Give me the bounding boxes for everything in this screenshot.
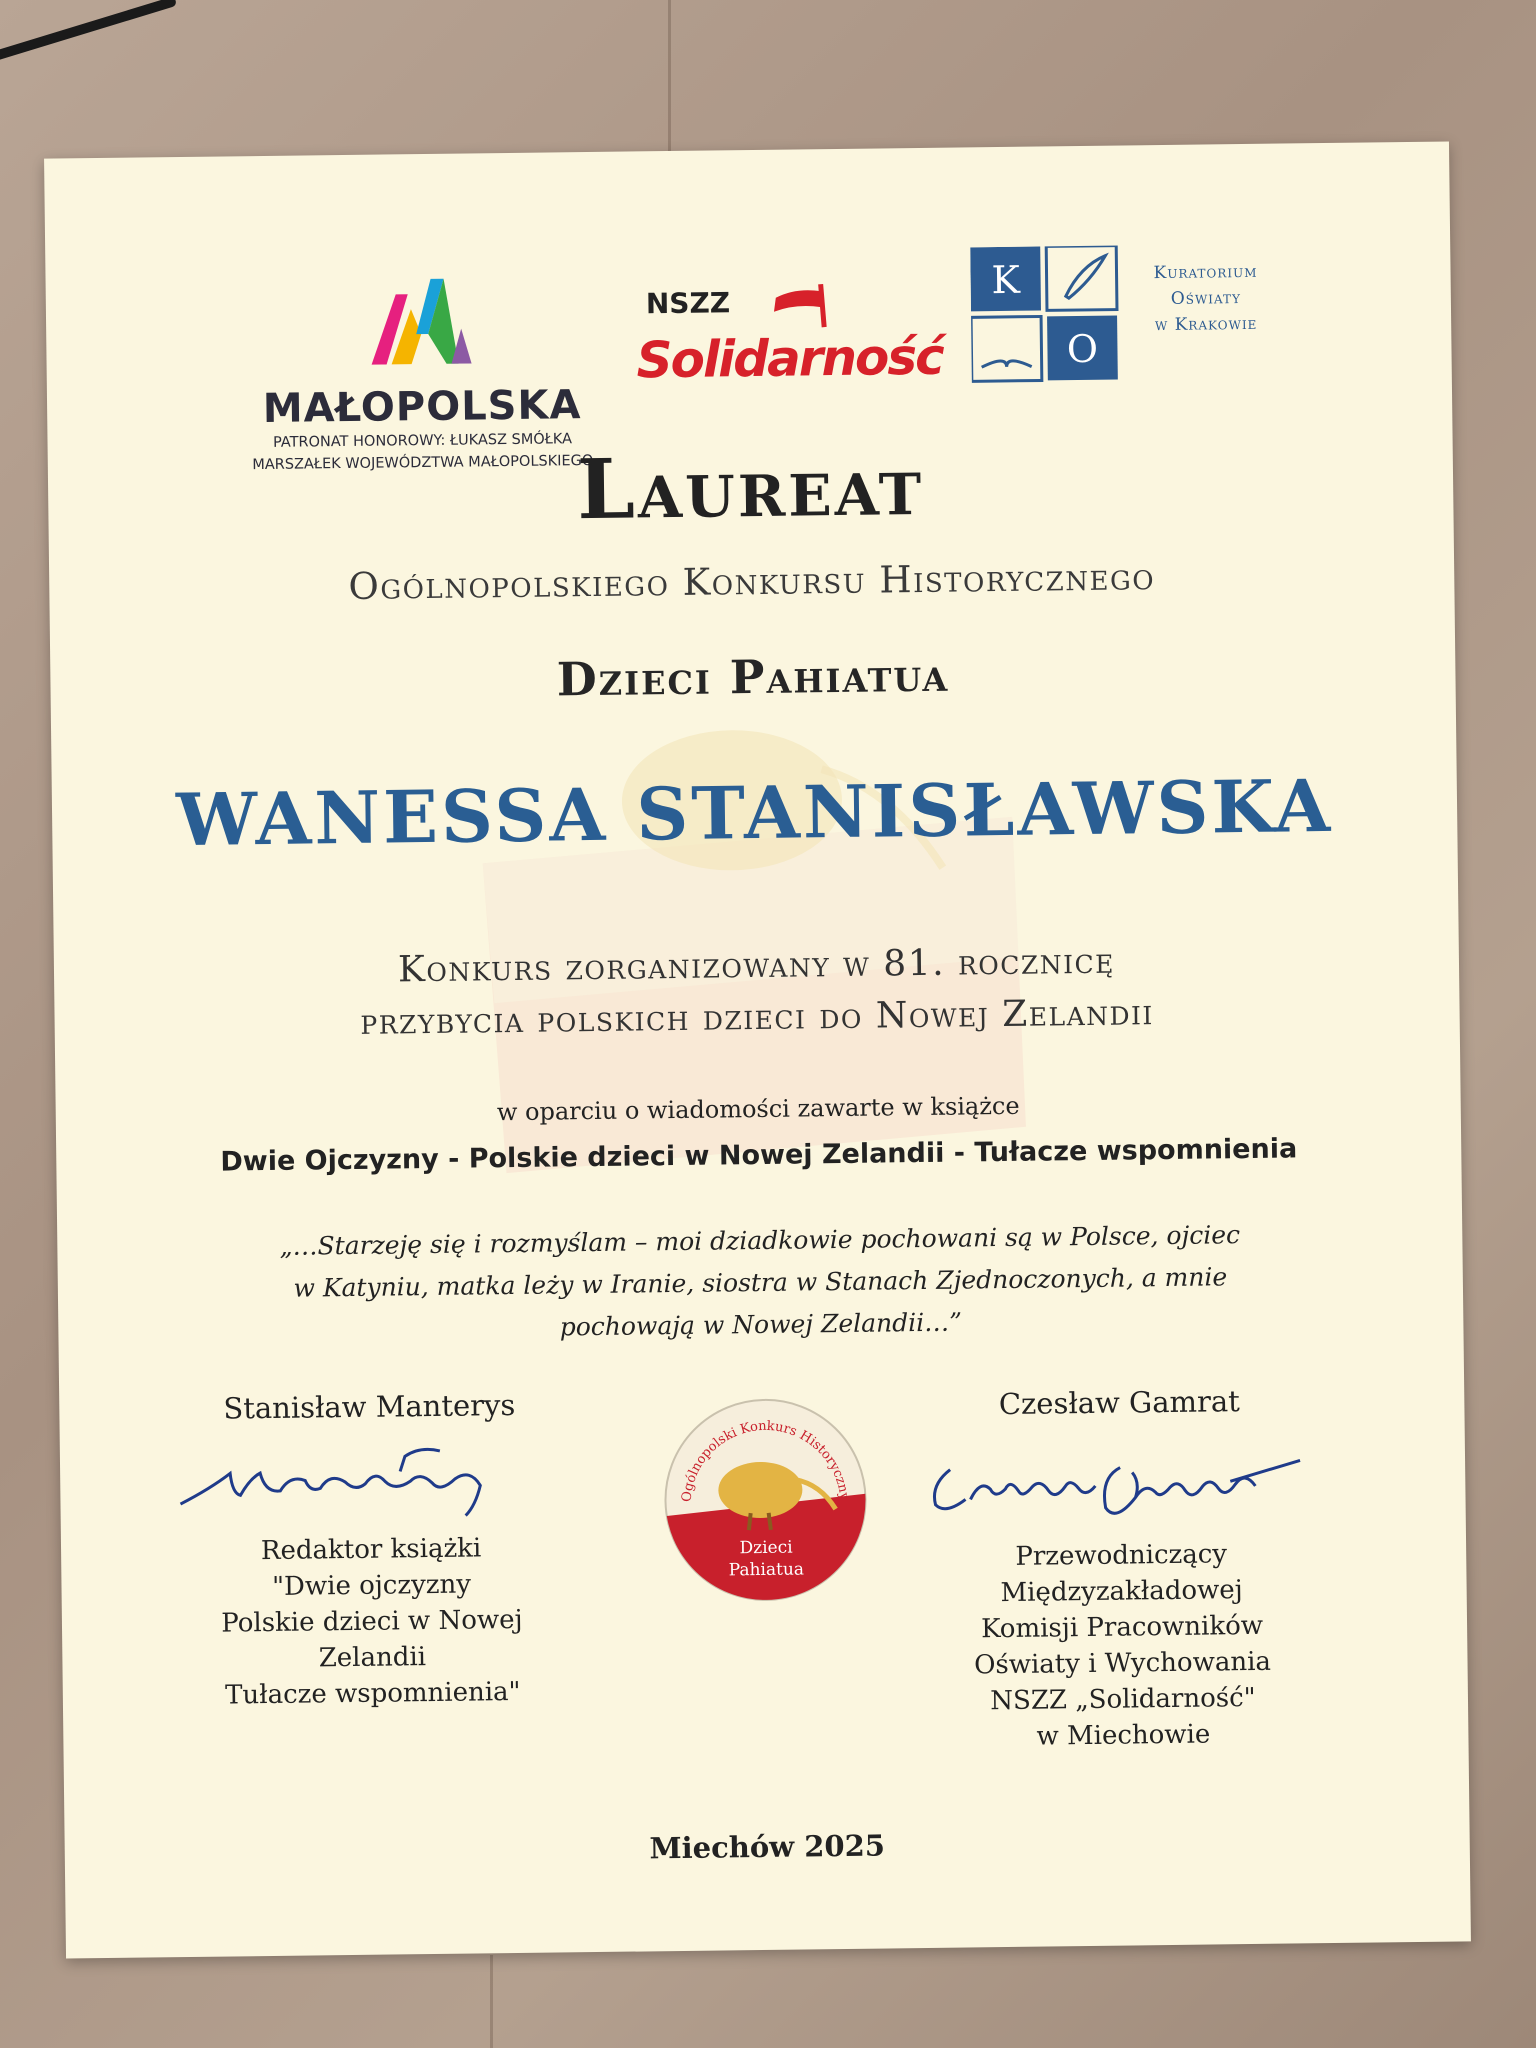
signatory-left-role-4: Tułacze wspomnienia" [224, 1676, 521, 1711]
signatory-left-name: Stanisław Manterys [223, 1387, 516, 1426]
kuratorium-line-2: Oświaty [1170, 288, 1242, 309]
quote-line-1: „…Starzeję się i rozmyślam – moi dziadkowie pochowani są w Polsce, ojciec [279, 1220, 1241, 1261]
book-title: Dwie Ojczyzny - Polskie dzieci w Nowej Zelandii - Tułacze wspomnienia [220, 1133, 1298, 1178]
kuratorium-line-1: Kuratorium [1153, 261, 1258, 284]
signatory-right-role-3: Komisji Pracowników [980, 1610, 1264, 1645]
kuratorium-line-3: w Krakowie [1154, 313, 1258, 336]
patron-line-2: MARSZAŁEK WOJEWÓDZTWA MAŁOPOLSKIEGO [252, 452, 594, 474]
signatory-right-role-5: NSZZ „Solidarność" [990, 1682, 1256, 1717]
signatory-right-role-4: Oświaty i Wychowania [973, 1646, 1272, 1681]
seal-ring-text: Ogólnopolski Konkurs Historyczny [679, 1418, 852, 1503]
signatory-right-role-1: Przewodniczący [1015, 1539, 1228, 1572]
solidarnosc-logo [626, 278, 944, 412]
signatory-right-role-2: Międzyzakładowej [1000, 1575, 1243, 1609]
signatory-left-role-2: "Dwie ojczyzny [271, 1569, 472, 1602]
table-seam [490, 1955, 493, 2048]
flag-icon [766, 279, 837, 330]
signatory-right [909, 1383, 1333, 1756]
quote-line-3: pochowają w Nowej Zelandii…” [559, 1307, 963, 1342]
patron-line-1: PATRONAT HONOROWY: ŁUKASZ SMÓŁKA [272, 431, 573, 451]
signatory-right-role-6: w Miechowie [1036, 1719, 1211, 1752]
malopolska-m-icon [365, 273, 476, 374]
kuratorium-grid-icon [970, 246, 1122, 388]
contest-label: Ogólnopolskiego Konkursu Historycznego [348, 555, 1156, 608]
ko-letter-o: O [1066, 326, 1099, 372]
signatory-right-name: Czesław Gamrat [998, 1384, 1241, 1422]
kuratorium-text [1130, 259, 1281, 339]
quote-line-2: w Katyniu, matka leży w Iranie, siostra w Stanach Zjednoczonych, a mnie [293, 1262, 1228, 1303]
signatory-left [169, 1387, 573, 1714]
signatory-left-role-1: Redaktor książki [260, 1533, 482, 1567]
contest-name: Dzieci Pahiatua [556, 647, 950, 707]
malopolska-title: MAŁOPOLSKA [262, 382, 582, 432]
signature-right [910, 1425, 1331, 1530]
recipient-name: WANESSA STANISŁAWSKA [175, 762, 1334, 863]
signature-left [170, 1429, 571, 1524]
solidarnosc-word: Solidarność [636, 327, 944, 390]
quote [57, 1211, 1463, 1354]
cable [0, 0, 177, 64]
place-year: Miechów 2025 [649, 1828, 886, 1866]
contest-seal [659, 1394, 872, 1607]
organized-text [54, 931, 1460, 1052]
certificate-paper [44, 141, 1471, 1958]
based-on-text: w oparciu o wiadomości zawarte w książce [496, 1091, 1020, 1127]
kuratorium-logo [970, 243, 1292, 397]
seal-line-2: Pahiatua [728, 1559, 805, 1581]
organized-line-2: przybycia polskich dzieci do Nowej Zelandii [360, 992, 1155, 1043]
seal-line-1: Dzieci [739, 1537, 793, 1559]
organized-line-1: Konkurs zorganizowany w 81. rocznicę [397, 940, 1116, 991]
signatory-left-role-3: Polskie dzieci w Nowej Zelandii [221, 1604, 523, 1674]
certificate-title: Laureat [576, 437, 925, 539]
nszz-label: NSZZ [645, 286, 731, 321]
ko-letter-k: K [991, 257, 1021, 303]
table-seam [668, 0, 671, 175]
